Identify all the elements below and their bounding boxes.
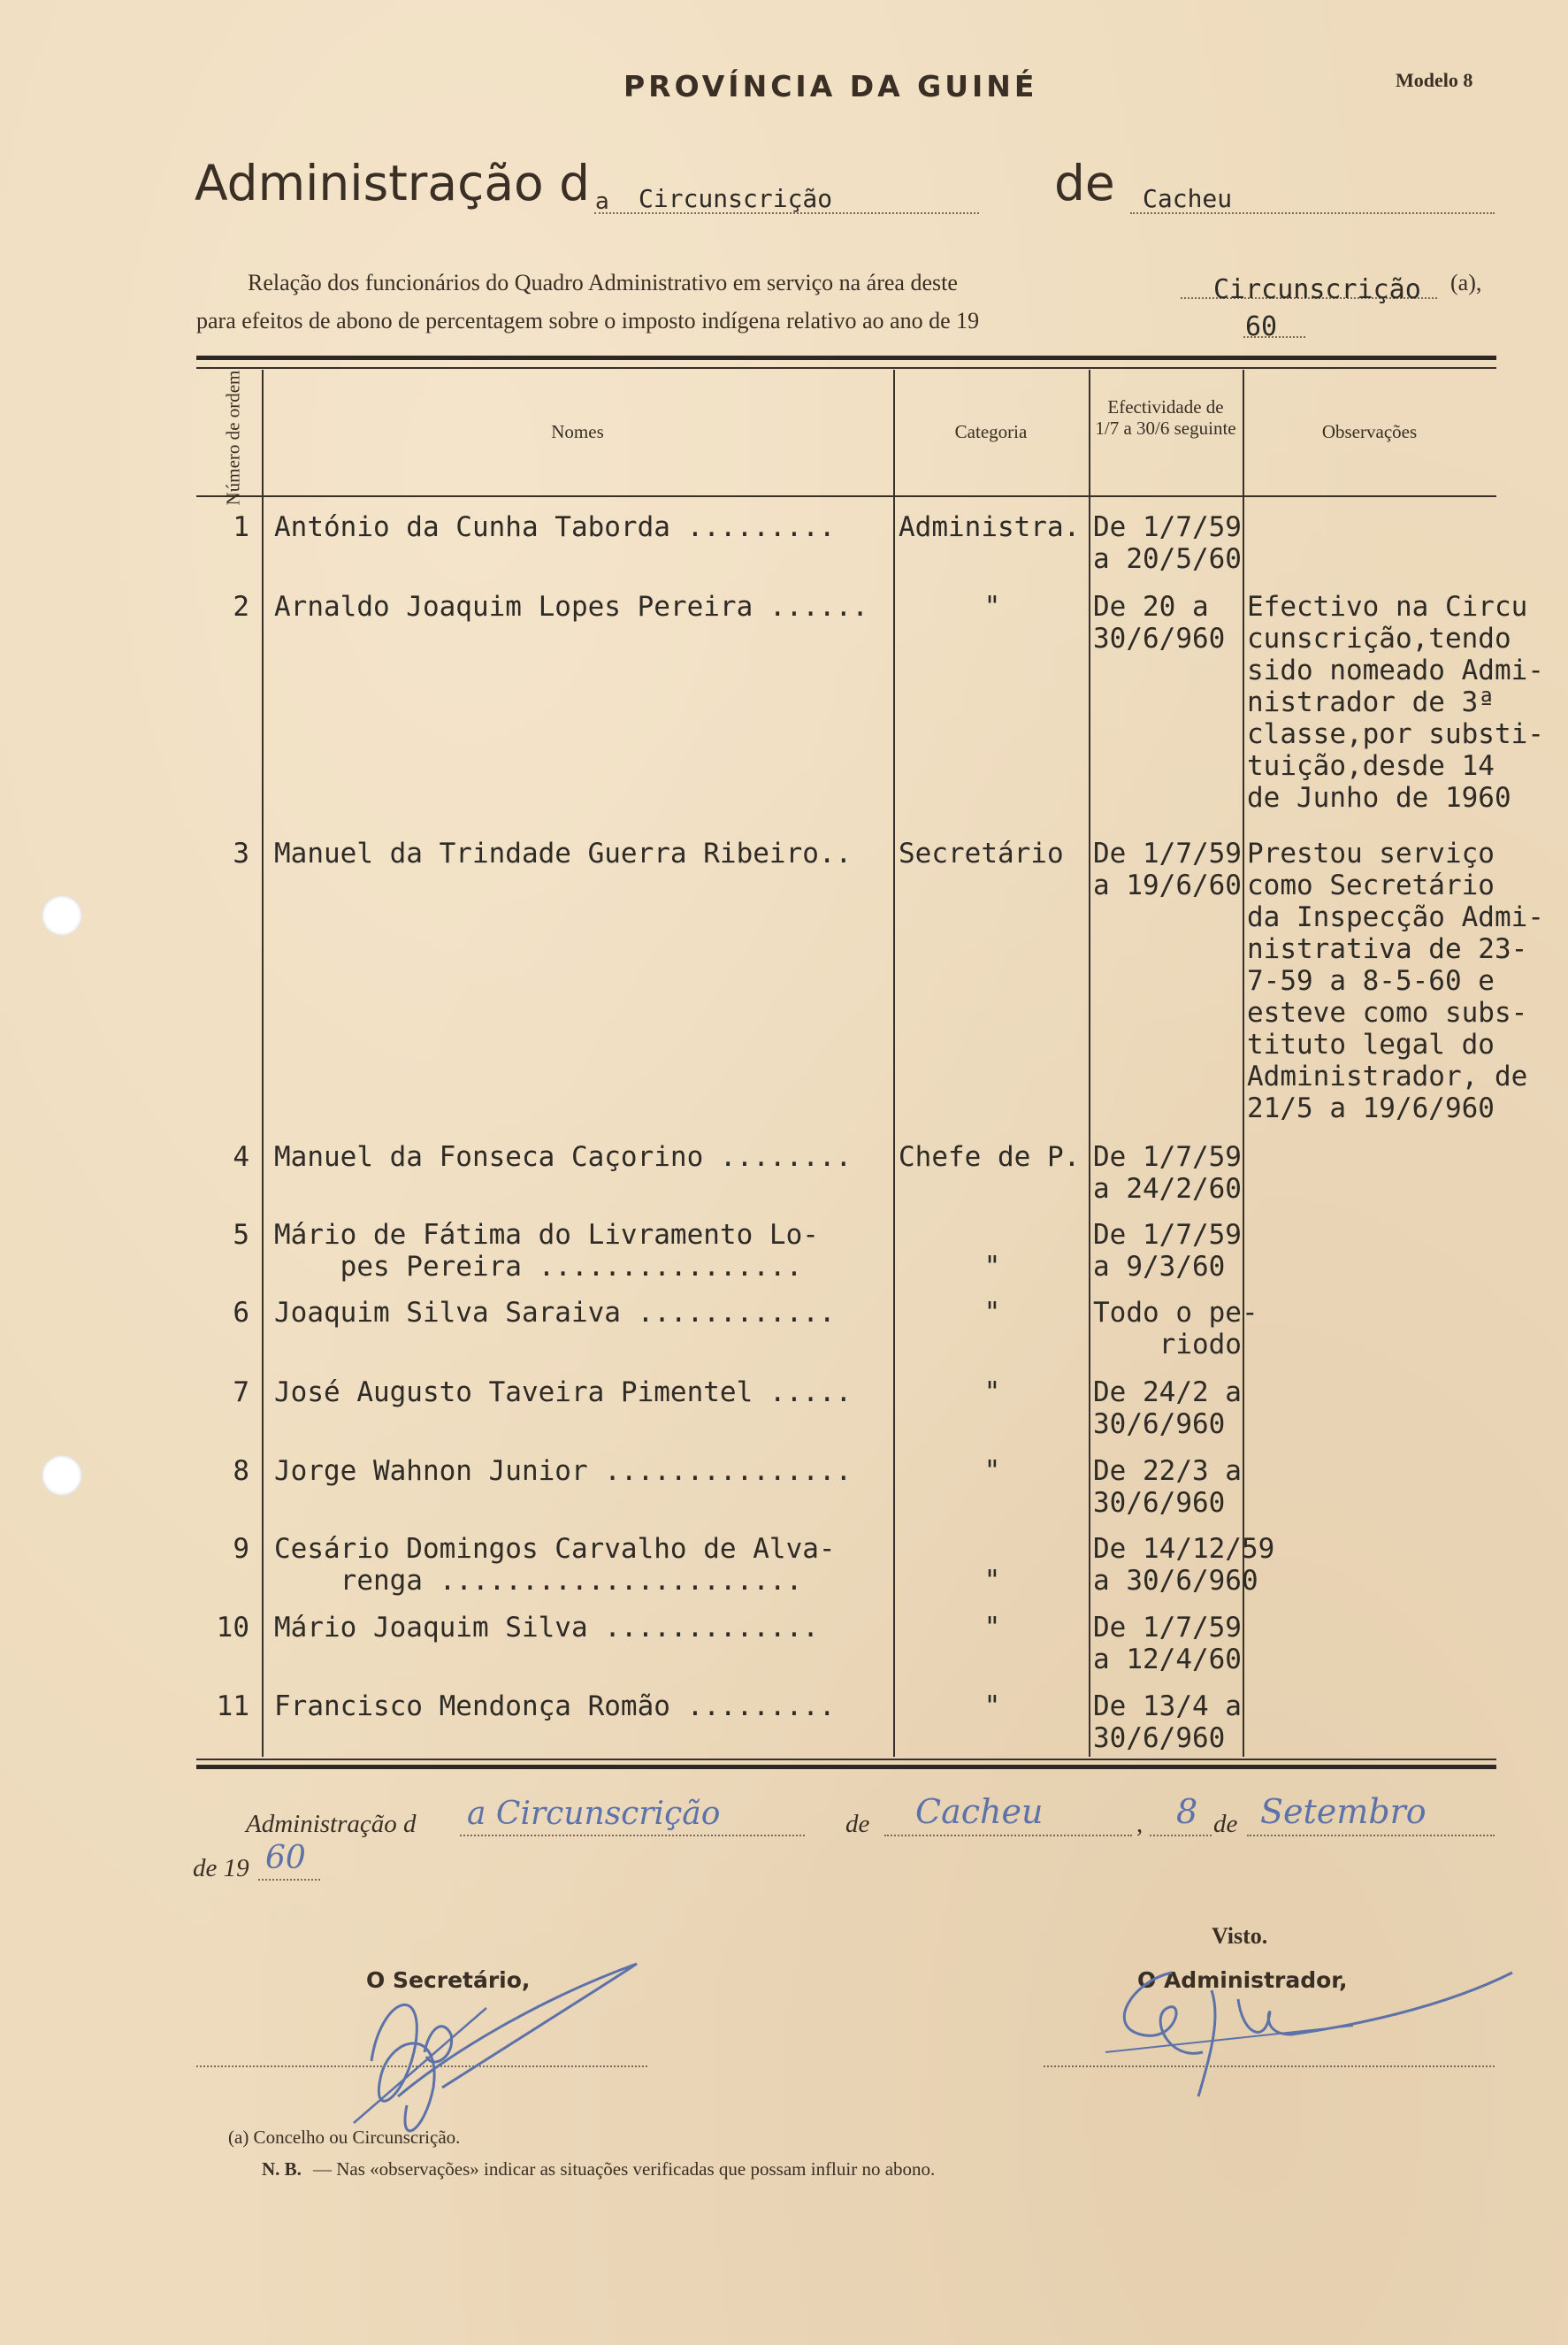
dotted-fill-line — [1150, 1835, 1212, 1836]
row-category: Chefe de P. — [899, 1141, 1081, 1173]
administrator-label: O Administrador, — [1137, 1967, 1348, 1993]
province-title: PROVÍNCIA DA GUINÉ — [623, 69, 1038, 103]
row-efectividade: a 24/2/60 — [1093, 1173, 1242, 1205]
row-category: " — [983, 1690, 1001, 1722]
row-efectividade: De 22/3 a — [1093, 1455, 1242, 1487]
footer-month-handwritten: Setembro — [1260, 1792, 1426, 1831]
table-bottom-rule — [196, 1759, 1496, 1760]
row-number: 6 — [233, 1297, 249, 1329]
intro-line-2: para efeitos de abono de percentagem sobre o imposto indígena relativo ao ano de 19 — [196, 308, 980, 333]
dotted-fill-line — [884, 1835, 1132, 1836]
header-category: Categoria — [954, 421, 1028, 442]
row-observation: nistrativa de 23- — [1247, 933, 1528, 965]
row-observation: 21/5 a 19/6/960 — [1247, 1092, 1495, 1124]
row-efectividade: De 24/2 a — [1093, 1376, 1242, 1408]
row-category: Administra. — [899, 511, 1081, 543]
row-category: " — [983, 591, 1001, 623]
column-divider — [262, 370, 264, 1757]
footer-de-1: de — [845, 1810, 870, 1838]
admin-place-filled: Cacheu — [1143, 184, 1233, 213]
header-separator — [196, 495, 1496, 497]
table-top-rule — [196, 356, 1496, 360]
intro-year-filled: 60 — [1245, 311, 1278, 342]
footnote-a: (a) Concelho ou Circunscrição. — [228, 2127, 461, 2148]
row-efectividade: De 13/4 a — [1093, 1690, 1242, 1722]
dotted-fill-line — [1247, 1835, 1495, 1836]
footer-admin-label: Administração d — [246, 1810, 417, 1838]
row-observation: de Junho de 1960 — [1247, 782, 1511, 814]
row-observation: sido nomeado Admi- — [1247, 655, 1544, 686]
row-name: Joaquim Silva Saraiva ............ — [274, 1297, 836, 1329]
footer-year-handwritten: 60 — [265, 1840, 306, 1876]
row-name: Jorge Wahnon Junior ............... — [274, 1455, 853, 1487]
row-name: José Augusto Taveira Pimentel ..... — [274, 1376, 853, 1408]
table-top-rule — [196, 367, 1496, 369]
row-efectividade: Todo o pe- — [1093, 1297, 1258, 1329]
row-efectividade: 30/6/960 — [1093, 1408, 1226, 1440]
row-efectividade: De 1/7/59 — [1093, 511, 1242, 543]
row-category: " — [983, 1297, 1001, 1329]
admin-de: de — [1054, 155, 1115, 211]
intro-note-a: (a), — [1450, 270, 1482, 295]
punch-hole — [42, 1455, 82, 1496]
row-observation: nistrador de 3ª — [1247, 686, 1495, 718]
nb-label: N. B. — [262, 2158, 302, 2180]
header-names: Nomes — [551, 421, 604, 442]
row-efectividade: a 30/6/960 — [1093, 1565, 1258, 1597]
row-efectividade: 30/6/960 — [1093, 1487, 1226, 1519]
row-category: " — [983, 1565, 1001, 1597]
row-efectividade: De 1/7/59 — [1093, 838, 1242, 870]
row-observation: Efectivo na Circu — [1247, 591, 1528, 623]
footer-place-handwritten: Cacheu — [915, 1792, 1044, 1831]
row-category: " — [983, 1376, 1001, 1408]
column-divider — [1089, 370, 1090, 1757]
nb-text: — Nas «observações» indicar as situações verificadas que possam influir no abono. — [313, 2158, 936, 2180]
row-number: 4 — [233, 1141, 249, 1173]
row-observation: da Inspecção Admi- — [1247, 901, 1544, 933]
visto-label: Visto. — [1212, 1923, 1268, 1949]
footer-admin-handwritten: a Circunscrição — [467, 1796, 721, 1832]
row-observation: tuição,desde 14 — [1247, 750, 1495, 782]
row-number: 10 — [216, 1612, 249, 1644]
row-efectividade: a 12/4/60 — [1093, 1644, 1242, 1675]
header-efectividade: Efectividade de 1/7 a 30/6 seguinte — [1095, 396, 1236, 439]
row-efectividade: a 9/3/60 — [1093, 1251, 1226, 1283]
model-number: Modelo 8 — [1396, 69, 1473, 91]
row-efectividade: a 20/5/60 — [1093, 543, 1242, 575]
row-observation: Administrador, de — [1247, 1061, 1528, 1092]
header-observations: Observações — [1321, 421, 1418, 442]
row-name: Francisco Mendonça Romão ......... — [274, 1690, 836, 1722]
row-number: 11 — [216, 1690, 249, 1722]
row-observation: esteve como subs- — [1247, 997, 1528, 1029]
row-efectividade: De 14/12/59 — [1093, 1533, 1275, 1565]
admin-prefix-suffix: a — [595, 188, 609, 215]
row-name: Mário Joaquim Silva ............. — [274, 1612, 819, 1644]
secretary-label: O Secretário, — [366, 1967, 531, 1993]
row-name: Arnaldo Joaquim Lopes Pereira ...... — [274, 591, 868, 623]
row-number: 5 — [233, 1219, 249, 1251]
row-efectividade: a 19/6/60 — [1093, 870, 1242, 901]
row-efectividade: De 1/7/59 — [1093, 1219, 1242, 1251]
intro-line-1: Relação dos funcionários do Quadro Administrativo em serviço na área deste — [248, 270, 958, 295]
row-efectividade: 30/6/960 — [1093, 1722, 1226, 1754]
dotted-fill-line — [460, 1835, 805, 1836]
intro-type-filled: Circunscrição — [1213, 274, 1421, 305]
row-number: 2 — [233, 591, 249, 623]
row-category: " — [983, 1612, 1001, 1644]
row-number: 3 — [233, 838, 249, 870]
row-name: pes Pereira ................ — [274, 1251, 803, 1283]
admin-prefix: Administração d — [195, 155, 591, 211]
footer-de-2: de — [1213, 1810, 1238, 1838]
dotted-fill-line — [258, 1879, 320, 1881]
row-name: Manuel da Trindade Guerra Ribeiro.. — [274, 838, 853, 870]
footer-day-handwritten: 8 — [1176, 1792, 1198, 1831]
administrator-signature — [1088, 1937, 1521, 2105]
row-observation: 7-59 a 8-5-60 e — [1247, 965, 1495, 997]
row-observation: cunscrição,tendo — [1247, 623, 1511, 655]
table-bottom-rule — [196, 1765, 1496, 1769]
row-number: 1 — [233, 511, 249, 543]
column-divider — [893, 370, 895, 1757]
row-category: Secretário — [899, 838, 1064, 870]
row-category: " — [983, 1455, 1001, 1487]
row-efectividade: 30/6/960 — [1093, 623, 1226, 655]
row-efectividade: De 1/7/59 — [1093, 1612, 1242, 1644]
row-number: 7 — [233, 1376, 249, 1408]
row-name: Manuel da Fonseca Caçorino ........ — [274, 1141, 853, 1173]
footer-comma: , — [1136, 1810, 1143, 1838]
row-observation: Prestou serviço — [1247, 838, 1495, 870]
row-name: Cesário Domingos Carvalho de Alva- — [274, 1533, 836, 1565]
row-efectividade: De 1/7/59 — [1093, 1141, 1242, 1173]
admin-type-filled: Circunscrição — [639, 184, 833, 213]
row-efectividade: riodo — [1093, 1329, 1242, 1360]
row-number: 9 — [233, 1533, 249, 1565]
row-observation: tituto legal do — [1247, 1029, 1495, 1061]
footer-year-prefix: de 19 — [193, 1854, 249, 1882]
row-name: Mário de Fátima do Livramento Lo- — [274, 1219, 819, 1251]
row-name: António da Cunha Taborda ......... — [274, 511, 836, 543]
row-category: " — [983, 1251, 1001, 1283]
punch-hole — [42, 895, 82, 936]
row-observation: classe,por substi- — [1247, 718, 1544, 750]
row-name: renga ...................... — [274, 1565, 803, 1597]
row-number: 8 — [233, 1455, 249, 1487]
header-number-label: Número de ordem — [222, 370, 244, 506]
row-observation: como Secretário — [1247, 870, 1495, 901]
row-efectividade: De 20 a — [1093, 591, 1209, 623]
